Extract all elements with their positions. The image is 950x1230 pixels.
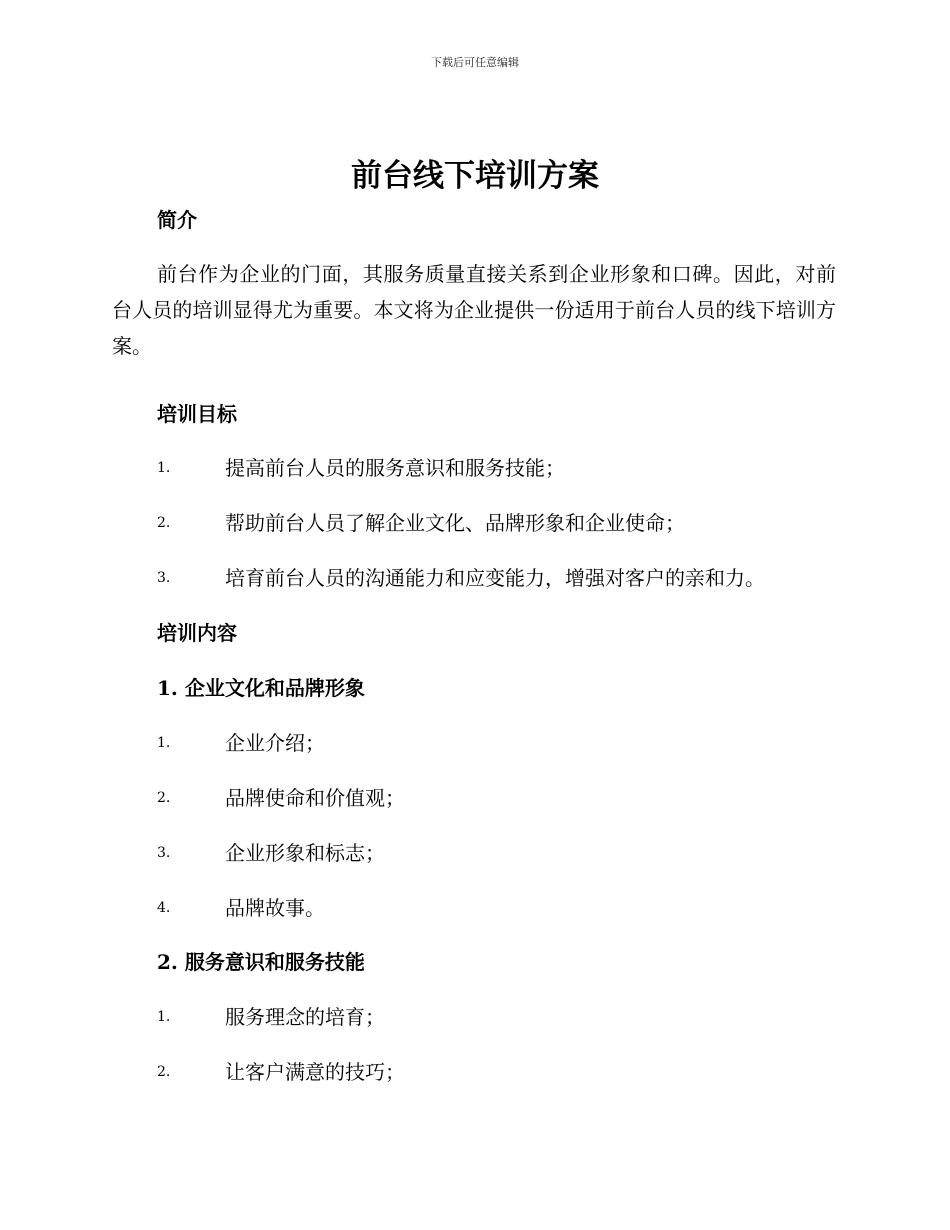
list-number: 2. — [157, 790, 171, 806]
document-title: 前台线下培训方案 — [351, 158, 599, 194]
list-number: 2. — [157, 515, 171, 531]
list-text: 帮助前台人员了解企业文化、品牌形象和企业使命； — [225, 511, 685, 535]
section2-item — [157, 1002, 837, 1032]
page-header-note: 下载后可任意编辑 — [431, 56, 519, 69]
list-text: 培育前台人员的沟通能力和应变能力，增强对客户的亲和力。 — [225, 566, 765, 590]
list-text: 企业介绍； — [225, 731, 325, 755]
list-text: 提高前台人员的服务意识和服务技能； — [225, 456, 565, 480]
list-number: 3. — [157, 845, 171, 861]
list-number: 1. — [157, 735, 171, 751]
list-number: 4. — [157, 900, 171, 916]
list-number: 1. — [157, 1009, 171, 1025]
goals-heading: 培训目标 — [157, 402, 237, 426]
list-number: 3. — [157, 570, 171, 586]
list-text: 品牌使命和价值观； — [225, 786, 405, 810]
list-text: 服务理念的培育； — [225, 1005, 385, 1029]
section1-item — [157, 728, 837, 758]
intro-paragraph: 前台作为企业的门面，其服务质量直接关系到企业形象和口碑。因此，对前台人员的培训显得尤为重要。本文将为企业提供一份适用于前台人员的线下培训方案。 — [112, 262, 836, 358]
section1-item — [157, 838, 837, 868]
section2-heading: 2. 服务意识和服务技能 — [157, 950, 365, 974]
list-number: 2. — [157, 1064, 171, 1080]
section2-item — [157, 1057, 837, 1087]
list-text: 让客户满意的技巧； — [225, 1060, 405, 1084]
section1-item — [157, 893, 837, 923]
goal-item — [157, 453, 837, 483]
goal-item — [157, 563, 837, 593]
goal-item — [157, 508, 837, 538]
list-text: 企业形象和标志； — [225, 841, 385, 865]
list-number: 1. — [157, 460, 171, 476]
list-text: 品牌故事。 — [225, 896, 325, 920]
section1-item — [157, 783, 837, 813]
intro-heading: 简介 — [157, 208, 197, 232]
section1-heading: 1. 企业文化和品牌形象 — [157, 676, 365, 700]
content-heading: 培训内容 — [157, 621, 237, 645]
